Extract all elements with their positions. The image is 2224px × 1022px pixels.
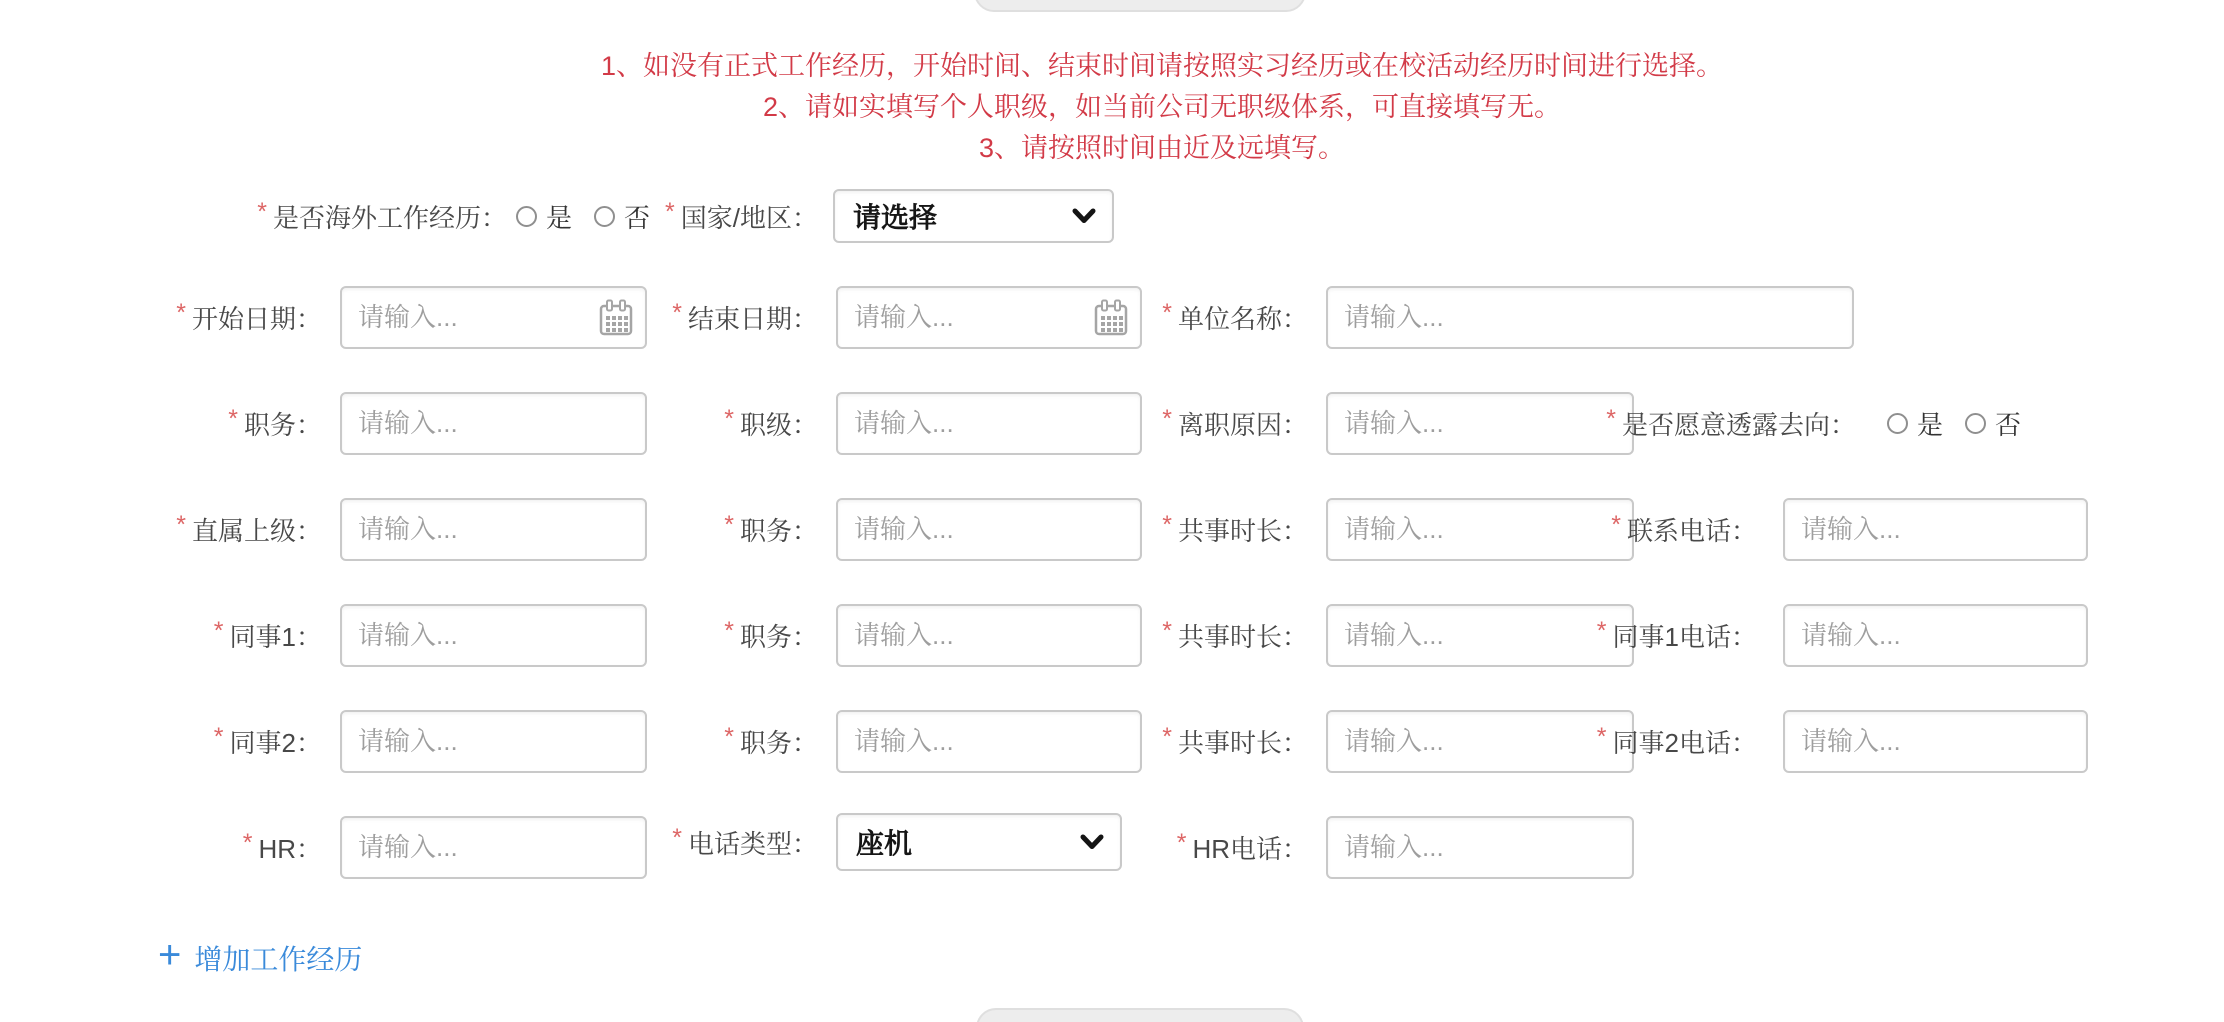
radio-circle-icon[interactable] — [1965, 413, 1986, 434]
disclose-destination-label — [1606, 392, 1856, 455]
radio-circle-icon[interactable] — [516, 206, 537, 227]
hr-label — [243, 816, 322, 879]
leave-reason-input[interactable] — [1326, 392, 1634, 455]
supervisor-duration-input[interactable] — [1326, 498, 1634, 561]
required-asterisk: * — [176, 299, 186, 327]
start-date-input[interactable] — [340, 286, 647, 349]
radio-circle-icon[interactable] — [1887, 413, 1908, 434]
chevron-down-icon — [1072, 208, 1096, 224]
colleague2-position-label — [724, 710, 818, 773]
field-label-text: 直属上级： — [191, 516, 322, 546]
overseas-experience-label — [257, 189, 507, 243]
field-label-text: HR： — [258, 834, 322, 864]
field-label-text: 职务： — [739, 516, 818, 546]
end-date-label — [672, 286, 818, 349]
colleague1-phone-label — [1597, 604, 1757, 667]
colleague1-position-input[interactable] — [836, 604, 1142, 667]
required-asterisk: * — [1162, 617, 1172, 645]
start-date-label — [176, 286, 322, 349]
colleague1-duration-input[interactable] — [1326, 604, 1634, 667]
field-label-text: 同事2： — [229, 728, 322, 758]
colleague2-phone-input[interactable] — [1783, 710, 2088, 773]
required-asterisk: * — [672, 299, 682, 327]
colleague1-duration-label — [1162, 604, 1308, 667]
position-input[interactable] — [340, 392, 647, 455]
field-label-text: 同事1： — [229, 622, 322, 652]
disclose-yes-radio[interactable] — [1887, 405, 1943, 442]
required-asterisk: * — [724, 511, 734, 539]
field-label-text: 职务： — [243, 410, 322, 440]
colleague2-position-input[interactable] — [836, 710, 1142, 773]
field-label-text: 同事2电话： — [1612, 728, 1757, 758]
required-asterisk: * — [1162, 511, 1172, 539]
radio-label: 是 — [1917, 410, 1944, 440]
field-label-text: 同事1电话： — [1612, 622, 1757, 652]
instruction-line-2: 2、请如实填写个人职级，如当前公司无职级体系，可直接填写无。 — [762, 92, 1561, 122]
radio-label: 是 — [546, 202, 573, 233]
field-label-text: 是否海外工作经历： — [272, 202, 507, 233]
field-label-text: 是否愿意透露去向： — [1621, 410, 1856, 440]
required-asterisk: * — [665, 197, 675, 226]
field-label-text: 离职原因： — [1177, 410, 1308, 440]
overseas-radio-group — [516, 189, 650, 243]
field-label-text: 单位名称： — [1177, 304, 1308, 334]
end-date-field[interactable] — [838, 302, 1094, 333]
supervisor-phone-label — [1611, 498, 1757, 561]
collapsed-section-bottom-button[interactable] — [976, 1008, 1304, 1022]
disclose-radio-group — [1887, 392, 2021, 455]
company-name-input[interactable] — [1326, 286, 1854, 349]
add-link-label: 增加工作经历 — [194, 944, 363, 975]
add-work-experience-button[interactable] — [158, 933, 363, 978]
required-asterisk: * — [176, 511, 186, 539]
colleague2-duration-label — [1162, 710, 1308, 773]
select-value: 请选择 — [853, 202, 938, 233]
required-asterisk: * — [1162, 405, 1172, 433]
field-label-text: 开始日期： — [191, 304, 322, 334]
supervisor-duration-label — [1162, 498, 1308, 561]
required-asterisk: * — [242, 829, 253, 857]
required-asterisk: * — [724, 405, 734, 433]
overseas-no-radio[interactable] — [594, 198, 650, 235]
country-region-label — [665, 189, 818, 243]
radio-circle-icon[interactable] — [594, 206, 615, 227]
required-asterisk: * — [724, 723, 734, 751]
field-label-text: 联系电话： — [1626, 516, 1757, 546]
plus-icon: + — [158, 933, 182, 977]
radio-label: 否 — [1995, 410, 2022, 440]
required-asterisk: * — [1176, 829, 1187, 857]
supervisor-label — [176, 498, 322, 561]
field-label-text: 电话类型： — [687, 828, 818, 859]
required-asterisk: * — [1611, 511, 1621, 539]
supervisor-input[interactable] — [340, 498, 647, 561]
hr-input[interactable] — [340, 816, 647, 879]
rank-label — [724, 392, 818, 455]
field-label-text: 职务： — [739, 622, 818, 652]
required-asterisk: * — [1162, 723, 1172, 751]
collapsed-section-top-button[interactable] — [974, 0, 1306, 12]
supervisor-position-input[interactable] — [836, 498, 1142, 561]
required-asterisk: * — [1596, 617, 1607, 645]
overseas-yes-radio[interactable] — [516, 198, 572, 235]
rank-input[interactable] — [836, 392, 1142, 455]
colleague1-label — [214, 604, 322, 667]
field-label-text: 共事时长： — [1177, 728, 1308, 758]
required-asterisk: * — [1596, 723, 1607, 751]
field-label-text: 共事时长： — [1177, 622, 1308, 652]
colleague1-input[interactable] — [340, 604, 647, 667]
hr-phone-label — [1177, 816, 1308, 879]
instruction-line-1: 1、如没有正式工作经历，开始时间、结束时间请按照实习经历或在校活动经历时间进行选择。 — [600, 51, 1723, 81]
disclose-no-radio[interactable] — [1965, 405, 2021, 442]
required-asterisk: * — [213, 617, 224, 645]
leave-reason-label — [1162, 392, 1308, 455]
calendar-icon[interactable] — [1094, 299, 1128, 337]
colleague2-phone-label — [1597, 710, 1757, 773]
instruction-line-3: 3、请按照时间由近及远填写。 — [978, 133, 1345, 163]
radio-label: 否 — [624, 202, 651, 233]
required-asterisk: * — [228, 405, 238, 433]
colleague1-phone-input[interactable] — [1783, 604, 2088, 667]
start-date-field[interactable] — [342, 302, 599, 333]
colleague1-position-label — [724, 604, 818, 667]
field-label-text: 职务： — [739, 728, 818, 758]
required-asterisk: * — [672, 823, 682, 852]
required-asterisk: * — [724, 617, 734, 645]
required-asterisk: * — [1162, 299, 1172, 327]
required-asterisk: * — [1606, 405, 1616, 433]
end-date-input[interactable] — [836, 286, 1142, 349]
country-region-select[interactable] — [833, 189, 1114, 243]
hr-phone-input[interactable] — [1326, 816, 1634, 879]
colleague2-duration-input[interactable] — [1326, 710, 1634, 773]
calendar-icon[interactable] — [599, 299, 633, 337]
field-label-text: 职级： — [739, 410, 818, 440]
position-label — [228, 392, 322, 455]
required-asterisk: * — [213, 723, 224, 751]
chevron-down-icon — [1080, 834, 1104, 850]
phone-type-select[interactable] — [836, 813, 1122, 871]
select-value: 座机 — [856, 828, 913, 859]
field-label-text: 结束日期： — [687, 304, 818, 334]
supervisor-position-label — [724, 498, 818, 561]
field-label-text: 国家/地区： — [680, 202, 818, 233]
form-instructions — [512, 46, 1812, 169]
field-label-text: HR电话： — [1192, 834, 1308, 864]
field-label-text: 共事时长： — [1177, 516, 1308, 546]
supervisor-phone-input[interactable] — [1783, 498, 2088, 561]
colleague2-label — [214, 710, 322, 773]
phone-type-label — [672, 813, 818, 871]
colleague2-input[interactable] — [340, 710, 647, 773]
company-name-label — [1162, 286, 1308, 349]
required-asterisk: * — [257, 197, 267, 226]
